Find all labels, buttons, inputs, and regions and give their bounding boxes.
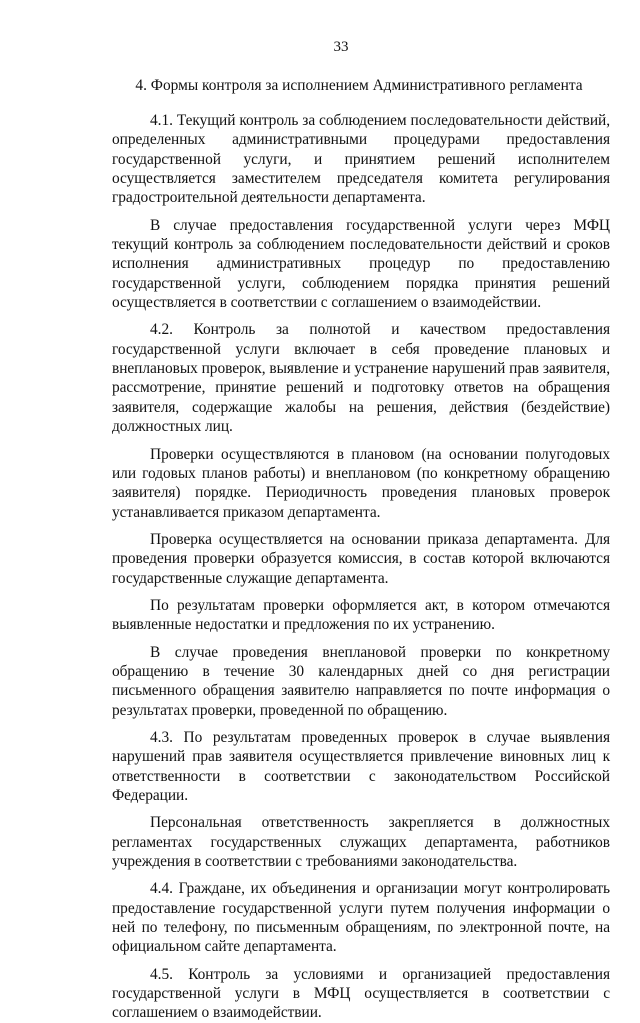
page-number: 33	[333, 39, 349, 55]
paragraph-4-4: 4.4. Граждане, их объединения и организации могут контролировать предоставление государственной услуги путем получения информации о ней по телефону, по письменным обращениям, по электронной почте, на официальном сайте департамента.	[112, 880, 610, 956]
paragraph-inspection-order: Проверка осуществляется на основании приказа департамента. Для проведения проверки образуется комиссия, в состав которой включаются государственные служащие департамента.	[112, 530, 610, 587]
paragraph-4-2: 4.2. Контроль за полнотой и качеством предоставления государственной услуги включает в себя проведение плановых и внеплановых проверок, выявление и устранение нарушений прав заявителя, рассмотрение, принятие решений и подготовку ответов на обращения заявителя, содержащие жалобы на решения, действия (бездействие) должностных лиц.	[112, 321, 610, 436]
paragraph-personal-responsibility: Персональная ответственность закрепляется в должностных регламентах государственных служащих департамента, работников учреждения в соответствии с требованиями законодательства.	[112, 814, 610, 871]
paragraph-inspection-act: По результатам проверки оформляется акт, в котором отмечаются выявленные недостатки и предложения по их устранению.	[112, 596, 610, 634]
paragraph-4-1: 4.1. Текущий контроль за соблюдением последовательности действий, определенных административными процедурами предоставления государственной услуги, и принятием решений исполнителем осуществляется заместителем председателя комитета регулирования градостроительной деятельности департамента.	[112, 112, 610, 207]
paragraph-inspections: Проверки осуществляются в плановом (на основании полугодовых или годовых планов работы) и внеплановом (по конкретному обращению заявителя) порядке. Периодичность проведения плановых проверок устанавливается приказом департамента.	[112, 445, 610, 521]
paragraph-4-3: 4.3. По результатам проведенных проверок в случае выявления нарушений прав заявителя осуществляется привлечение виновных лиц к ответственности в соответствии с законодательством Российской Федерации.	[112, 728, 610, 804]
paragraph-mfc-control: В случае предоставления государственной услуги через МФЦ текущий контроль за соблюдением последовательности действий и сроков исполнения административных процедур по предоставлению государственной услуги, соблюдением порядка принятия решений осуществляется в соответствии с соглашением о взаимодействии.	[112, 216, 610, 312]
paragraph-unscheduled-inspection: В случае проведения внеплановой проверки по конкретному обращению в течение 30 календарных дней со дня регистрации письменного обращения заявителю направляется по почте информация о результатах проверки, проведенной по обращению.	[112, 643, 610, 719]
section-heading: 4. Формы контроля за исполнением Административного регламента	[135, 77, 583, 94]
paragraph-4-5: 4.5. Контроль за условиями и организацией предоставления государственной услуги в МФЦ осуществляется в соответствии с соглашением о взаимодействии.	[112, 965, 610, 1022]
